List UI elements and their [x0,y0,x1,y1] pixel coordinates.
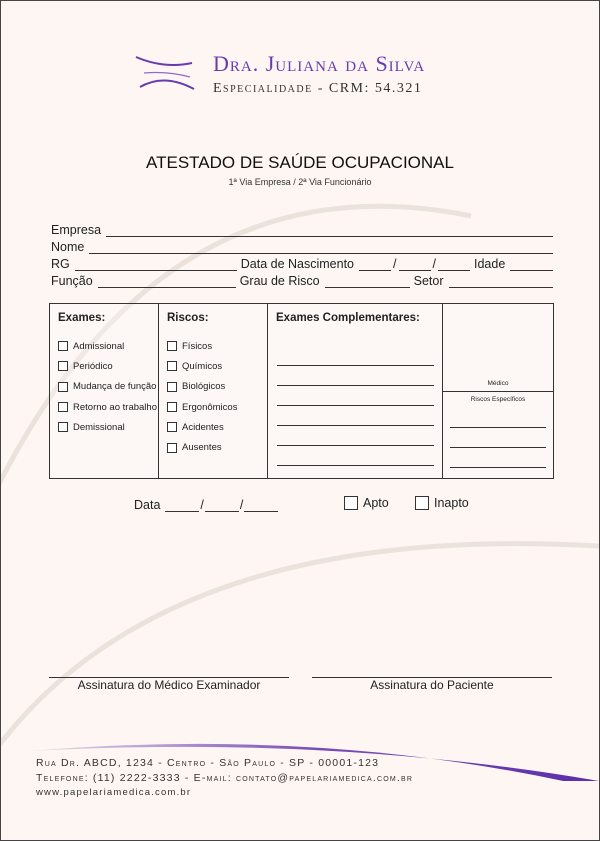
nome-label: Nome [51,240,85,254]
risk-option-quimicos[interactable] [167,356,237,376]
checkbox[interactable] [58,341,68,351]
birth-month-field[interactable] [399,257,431,271]
exames-list [58,336,157,437]
risk-option-label: Ausentes [182,442,222,454]
checkbox[interactable] [167,402,177,412]
exames-complementares-lines [277,346,434,466]
complementary-exam-line[interactable] [277,366,434,386]
document-subtitle: 1ª Via Empresa / 2ª Via Funcionário [228,177,372,187]
rg-label: RG [51,257,70,271]
nome-field[interactable] [89,240,553,254]
medico-stamp-area[interactable] [443,304,553,392]
complementary-exam-line[interactable] [277,346,434,366]
riscos-heading: Riscos: [167,312,209,324]
risk-option-acidentes[interactable] [167,417,237,437]
exam-option-admissional[interactable] [58,336,157,356]
grau-risco-label: Grau de Risco [239,274,320,288]
risk-option-ausentes[interactable] [167,437,237,457]
checkbox[interactable] [58,402,68,412]
exam-option-periodico[interactable] [58,356,157,376]
checkbox[interactable] [167,361,177,371]
risk-option-label: Biológicos [182,381,226,393]
exames-heading: Exames: [58,312,106,324]
inapto-option[interactable] [415,496,469,510]
idade-field[interactable] [510,257,553,271]
doctor-signature-label: Assinatura do Médico Examinador [77,678,261,692]
nome-row [51,238,553,254]
apto-option[interactable] [344,496,389,510]
inapto-checkbox[interactable] [415,496,429,510]
exam-table [49,303,554,479]
specific-risk-line[interactable] [450,448,546,468]
checkbox[interactable] [167,382,177,392]
result-date-row [134,496,278,512]
exam-option-label: Admissional [73,340,125,352]
medico-column [443,304,553,478]
exam-option-mudanca-funcao[interactable] [58,377,157,397]
checkbox[interactable] [58,422,68,432]
doctor-specialty: Especialidade - CRM: 54.321 [213,81,423,96]
document-title: ATESTADO DE SAÚDE OCUPACIONAL [146,153,454,172]
specific-risk-line[interactable] [450,428,546,448]
funcao-label: Função [51,274,93,288]
date-separator: / [432,257,436,271]
setor-field[interactable] [449,274,554,288]
grau-risco-field[interactable] [325,274,410,288]
complementary-exam-line[interactable] [277,446,434,466]
risk-option-label: Ergonômicos [182,401,238,413]
result-day-field[interactable] [165,498,199,512]
birth-year-field[interactable] [438,257,470,271]
checkbox[interactable] [58,361,68,371]
exam-option-label: Periódico [73,360,113,372]
setor-label: Setor [413,274,444,288]
risk-option-label: Químicos [182,360,223,372]
complementary-exam-line[interactable] [277,386,434,406]
riscos-list [167,336,237,458]
exam-option-retorno-trabalho[interactable] [58,397,157,417]
logo-swoosh-icon [134,51,198,91]
checkbox[interactable] [167,422,177,432]
exam-option-label: Demissional [73,421,125,433]
footer-contact: Telefone: (11) 2222-3333 - E-mail: contato@papelariamedica.com.br [36,772,414,784]
riscos-column [159,304,268,478]
exam-option-label: Retorno ao trabalho [73,401,157,413]
exames-complementares-column [268,304,443,478]
risk-option-fisicos[interactable] [167,336,237,356]
rg-row [51,255,553,271]
specific-risk-line[interactable] [450,408,546,428]
empresa-field[interactable] [106,223,553,237]
risk-option-ergonomicos[interactable] [167,397,237,417]
riscos-especificos-lines [450,408,546,468]
exames-complementares-heading: Exames Complementares: [276,312,420,324]
empresa-row [51,221,553,237]
empresa-label: Empresa [51,223,102,237]
risk-option-biologicos[interactable] [167,377,237,397]
checkbox[interactable] [58,382,68,392]
date-separator: / [239,498,244,512]
doctor-name: Dra. Juliana da Silva [213,51,426,76]
result-date-label: Data [134,498,161,512]
birth-day-field[interactable] [359,257,391,271]
result-month-field[interactable] [205,498,239,512]
exam-option-demissional[interactable] [58,417,157,437]
date-separator: / [393,257,397,271]
result-year-field[interactable] [244,498,278,512]
checkbox[interactable] [167,341,177,351]
funcao-field[interactable] [98,274,236,288]
idade-label: Idade [473,257,506,271]
apto-checkbox[interactable] [344,496,358,510]
apto-label: Apto [363,496,389,510]
rg-field[interactable] [75,257,237,271]
risk-option-label: Físicos [182,340,213,352]
inapto-label: Inapto [434,496,469,510]
footer-address: Rua Dr. ABCD, 1234 - Centro - São Paulo - SP - 00001-123 [36,757,380,769]
exames-column [50,304,159,478]
date-separator: / [200,498,204,512]
complementary-exam-line[interactable] [277,406,434,426]
patient-signature-label: Assinatura do Paciente [370,678,494,692]
footer-website[interactable]: www.papelariamedica.com.br [36,787,192,798]
funcao-row [51,272,553,288]
checkbox[interactable] [167,443,177,453]
complementary-exam-line[interactable] [277,426,434,446]
medico-label: Médico [487,380,509,387]
risk-option-label: Acidentes [182,421,224,433]
riscos-especificos-label: Riscos Específicos [470,396,526,403]
exam-option-label: Mudança de função [73,381,157,393]
birth-date-label: Data de Nascimento [240,257,355,271]
